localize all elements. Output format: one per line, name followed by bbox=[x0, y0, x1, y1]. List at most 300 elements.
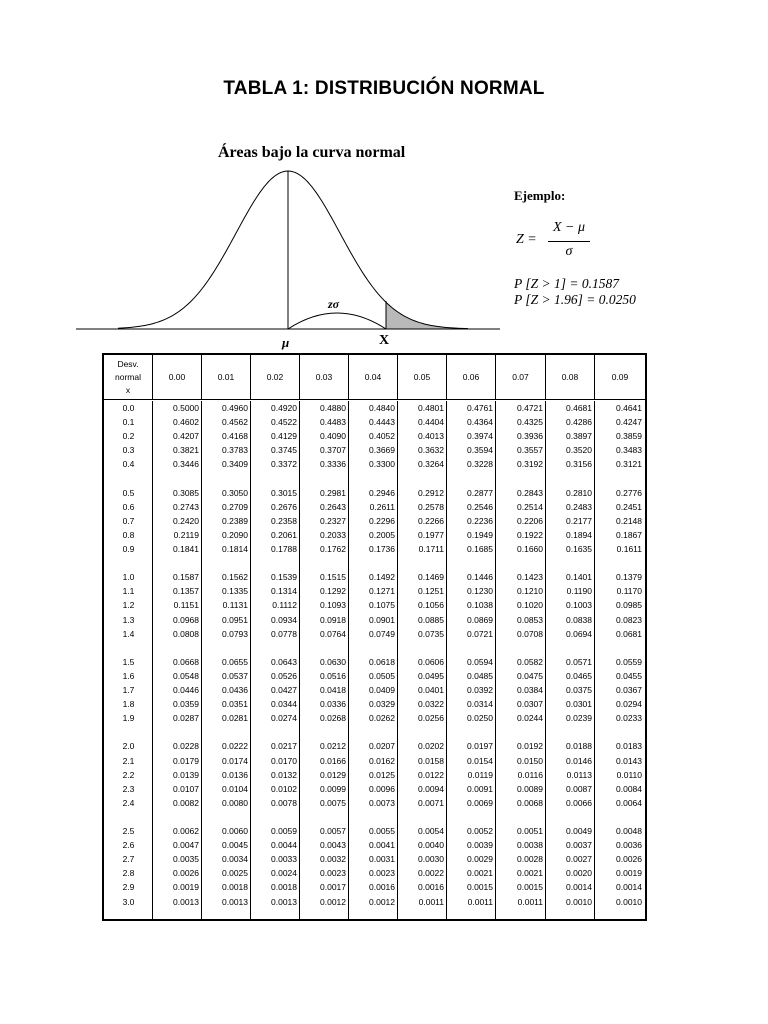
probability-cell: 0.0020 bbox=[566, 868, 592, 879]
probability-cell: 0.0233 bbox=[616, 713, 642, 724]
probability-cell: 0.0066 bbox=[566, 797, 592, 808]
probability-cell: 0.0418 bbox=[320, 685, 346, 695]
probability-cell: 0.0013 bbox=[271, 896, 297, 907]
probability-cell: 0.0630 bbox=[320, 656, 346, 667]
probability-cell: 0.0256 bbox=[418, 713, 444, 724]
probability-cell: 0.0104 bbox=[222, 783, 248, 794]
probability-cell: 0.0057 bbox=[320, 826, 346, 836]
probability-cell: 0.3372 bbox=[271, 459, 297, 470]
probability-cell: 0.2912 bbox=[418, 487, 444, 498]
probability-cell: 0.3409 bbox=[222, 459, 248, 470]
probability-cell: 0.0031 bbox=[369, 854, 395, 865]
probability-example-2: P [Z > 1.96] = 0.0250 bbox=[514, 292, 636, 307]
probability-cell: 0.0262 bbox=[369, 713, 395, 724]
probability-cell: 0.3085 bbox=[173, 487, 199, 498]
z-value-label: 0.7 bbox=[122, 515, 135, 526]
probability-cell: 0.0294 bbox=[616, 699, 642, 710]
probability-cell: 0.0721 bbox=[467, 628, 493, 639]
probability-cell: 0.3707 bbox=[320, 445, 346, 456]
probability-cell: 0.4443 bbox=[369, 417, 395, 428]
probability-cell: 0.0069 bbox=[467, 797, 493, 808]
probability-cell: 0.1635 bbox=[566, 544, 592, 554]
probability-cell: 0.0139 bbox=[173, 769, 199, 780]
probability-cell: 0.0036 bbox=[616, 840, 642, 851]
probability-cell: 0.0708 bbox=[517, 628, 543, 639]
z-value-label: 3.0 bbox=[122, 896, 135, 907]
probability-cell: 0.1190 bbox=[566, 586, 592, 597]
probability-cell: 0.1230 bbox=[467, 586, 493, 597]
column-header: 0.00 bbox=[153, 355, 202, 399]
probability-cell: 0.0012 bbox=[369, 896, 395, 907]
probability-cell: 0.0017 bbox=[320, 882, 346, 893]
probability-cell: 0.0838 bbox=[566, 614, 592, 625]
probability-cell: 0.0559 bbox=[616, 656, 642, 667]
probability-cell: 0.4681 bbox=[566, 403, 592, 413]
probability-cell: 0.1093 bbox=[320, 600, 346, 611]
mu-label: μ bbox=[282, 335, 290, 350]
probability-cell: 0.2810 bbox=[566, 487, 592, 498]
probability-cell: 0.3520 bbox=[566, 445, 592, 456]
probability-cell: 0.2177 bbox=[566, 515, 592, 526]
probability-cell: 0.0015 bbox=[467, 882, 493, 893]
probability-cell: 0.1922 bbox=[517, 529, 543, 540]
probability-cell: 0.0052 bbox=[467, 826, 493, 836]
probability-cell: 0.0030 bbox=[418, 854, 444, 865]
x-label: X bbox=[379, 333, 390, 348]
probability-cell: 0.0239 bbox=[566, 713, 592, 724]
probability-cell: 0.0011 bbox=[467, 896, 493, 907]
probability-cell: 0.0049 bbox=[566, 826, 592, 836]
probability-cell: 0.0033 bbox=[271, 854, 297, 865]
probability-cell: 0.0129 bbox=[320, 769, 346, 780]
probability-cell: 0.0055 bbox=[369, 826, 395, 836]
probability-cell: 0.0594 bbox=[467, 656, 493, 667]
formula-denominator: σ bbox=[565, 244, 573, 259]
probability-cell: 0.2358 bbox=[271, 515, 297, 526]
normal-curve-figure bbox=[70, 138, 510, 352]
probability-cell: 0.0054 bbox=[418, 826, 444, 836]
probability-cell: 0.0102 bbox=[271, 783, 297, 794]
z-value-label: 2.5 bbox=[122, 826, 135, 836]
probability-cell: 0.0013 bbox=[173, 896, 199, 907]
z-sigma-arc bbox=[288, 313, 386, 329]
probability-cell: 0.3897 bbox=[566, 431, 592, 442]
probability-cell: 0.0643 bbox=[271, 656, 297, 667]
row-header-line: normal bbox=[115, 371, 141, 382]
probability-cell: 0.0516 bbox=[320, 670, 346, 681]
z-value-label: 1.5 bbox=[122, 656, 135, 667]
probability-cell: 0.0021 bbox=[467, 868, 493, 879]
probability-cell: 0.0014 bbox=[616, 882, 642, 893]
probability-cell: 0.1587 bbox=[173, 572, 199, 583]
probability-cell: 0.3557 bbox=[517, 445, 543, 456]
probability-cell: 0.0192 bbox=[517, 741, 543, 752]
probability-cell: 0.0013 bbox=[222, 896, 248, 907]
z-value-label: 0.1 bbox=[122, 417, 135, 428]
probability-cell: 0.1038 bbox=[467, 600, 493, 611]
column-header: 0.06 bbox=[447, 355, 496, 399]
probability-cell: 0.1357 bbox=[173, 586, 199, 597]
probability-cell: 0.0089 bbox=[517, 783, 543, 794]
column-header: 0.05 bbox=[398, 355, 447, 399]
probability-cell: 0.1762 bbox=[320, 544, 346, 554]
probability-cell: 0.0094 bbox=[418, 783, 444, 794]
probability-cell: 0.1210 bbox=[517, 586, 543, 597]
probability-cell: 0.3050 bbox=[222, 487, 248, 498]
probability-cell: 0.4052 bbox=[369, 431, 395, 442]
probability-cell: 0.0080 bbox=[222, 797, 248, 808]
probability-cell: 0.0823 bbox=[616, 614, 642, 625]
z-value-label: 0.2 bbox=[122, 431, 135, 442]
probability-cell: 0.3821 bbox=[173, 445, 199, 456]
probability-cell: 0.0301 bbox=[566, 699, 592, 710]
probability-cell: 0.0694 bbox=[566, 628, 592, 639]
probability-cell: 0.0122 bbox=[418, 769, 444, 780]
z-value-label: 1.0 bbox=[122, 572, 135, 583]
probability-cell: 0.0344 bbox=[271, 699, 297, 710]
probability-cell: 0.4880 bbox=[320, 403, 346, 413]
probability-cell: 0.0136 bbox=[222, 769, 248, 780]
probability-cell: 0.0427 bbox=[271, 685, 297, 695]
probability-cell: 0.1492 bbox=[369, 572, 395, 583]
probability-cell: 0.0014 bbox=[566, 882, 592, 893]
probability-cell: 0.0401 bbox=[418, 685, 444, 695]
probability-cell: 0.0021 bbox=[517, 868, 543, 879]
probability-cell: 0.4207 bbox=[173, 431, 199, 442]
probability-cell: 0.0034 bbox=[222, 854, 248, 865]
probability-cell: 0.4404 bbox=[418, 417, 444, 428]
probability-cell: 0.0409 bbox=[369, 685, 395, 695]
probability-cell: 0.0012 bbox=[320, 896, 346, 907]
probability-cell: 0.0202 bbox=[418, 741, 444, 752]
probability-cell: 0.0764 bbox=[320, 628, 346, 639]
probability-cell: 0.1660 bbox=[517, 544, 543, 554]
probability-cell: 0.2005 bbox=[369, 529, 395, 540]
probability-cell: 0.2776 bbox=[616, 487, 642, 498]
probability-cell: 0.1515 bbox=[320, 572, 346, 583]
probability-cell: 0.0571 bbox=[566, 656, 592, 667]
probability-cell: 0.0023 bbox=[369, 868, 395, 879]
probability-cell: 0.1867 bbox=[616, 529, 642, 540]
probability-cell: 0.0582 bbox=[517, 656, 543, 667]
probability-cell: 0.0322 bbox=[418, 699, 444, 710]
probability-cell: 0.0015 bbox=[517, 882, 543, 893]
probability-cell: 0.4013 bbox=[418, 431, 444, 442]
normal-distribution-table bbox=[102, 353, 647, 921]
probability-cell: 0.3156 bbox=[566, 459, 592, 470]
probability-cell: 0.0029 bbox=[467, 854, 493, 865]
probability-cell: 0.0023 bbox=[320, 868, 346, 879]
probability-cell: 0.1131 bbox=[222, 600, 248, 611]
probability-cell: 0.0059 bbox=[271, 826, 297, 836]
probability-cell: 0.2236 bbox=[467, 515, 493, 526]
probability-cell: 0.0526 bbox=[271, 670, 297, 681]
probability-cell: 0.0044 bbox=[271, 840, 297, 851]
probability-cell: 0.2843 bbox=[517, 487, 543, 498]
probability-cell: 0.0367 bbox=[616, 685, 642, 695]
probability-cell: 0.3446 bbox=[173, 459, 199, 470]
probability-cell: 0.2206 bbox=[517, 515, 543, 526]
probability-cell: 0.3859 bbox=[616, 431, 642, 442]
probability-cell: 0.0110 bbox=[616, 769, 642, 780]
probability-cell: 0.0107 bbox=[173, 783, 199, 794]
z-value-label: 1.6 bbox=[122, 670, 135, 681]
probability-cell: 0.3300 bbox=[369, 459, 395, 470]
probability-cell: 0.4286 bbox=[566, 417, 592, 428]
probability-cell: 0.0043 bbox=[320, 840, 346, 851]
probability-cell: 0.2451 bbox=[616, 501, 642, 512]
probability-cell: 0.1335 bbox=[222, 586, 248, 597]
fraction-bar bbox=[548, 241, 590, 242]
figure-title: Áreas bajo la curva normal bbox=[218, 144, 406, 161]
probability-cell: 0.0749 bbox=[369, 628, 395, 639]
probability-cell: 0.0038 bbox=[517, 840, 543, 851]
probability-cell: 0.0047 bbox=[173, 840, 199, 851]
probability-cell: 0.0188 bbox=[566, 741, 592, 752]
z-value-label: 1.2 bbox=[122, 600, 135, 611]
probability-cell: 0.0010 bbox=[566, 896, 592, 907]
probability-cell: 0.1611 bbox=[616, 544, 642, 554]
probability-cell: 0.0537 bbox=[222, 670, 248, 681]
probability-cell: 0.0170 bbox=[271, 755, 297, 766]
probability-cell: 0.0329 bbox=[369, 699, 395, 710]
probability-cell: 0.4960 bbox=[222, 403, 248, 413]
probability-cell: 0.0041 bbox=[369, 840, 395, 851]
z-value-label: 2.3 bbox=[122, 783, 135, 794]
probability-cell: 0.0351 bbox=[222, 699, 248, 710]
probability-cell: 0.4090 bbox=[320, 431, 346, 442]
probability-cell: 0.0485 bbox=[467, 670, 493, 681]
z-formula bbox=[514, 220, 714, 264]
probability-cell: 0.0934 bbox=[271, 614, 297, 625]
probability-cell: 0.0968 bbox=[173, 614, 199, 625]
probability-cell: 0.2578 bbox=[418, 501, 444, 512]
probability-cell: 0.3594 bbox=[467, 445, 493, 456]
probability-cell: 0.0035 bbox=[173, 854, 199, 865]
probability-cell: 0.0222 bbox=[222, 741, 248, 752]
probability-cell: 0.0026 bbox=[173, 868, 199, 879]
probability-cell: 0.0011 bbox=[418, 896, 444, 907]
probability-cell: 0.2148 bbox=[616, 515, 642, 526]
probability-cell: 0.0026 bbox=[616, 854, 642, 865]
probability-cell: 0.1379 bbox=[616, 572, 642, 583]
probability-cell: 0.1949 bbox=[467, 529, 493, 540]
probability-cell: 0.0681 bbox=[616, 628, 642, 639]
probability-cell: 0.0132 bbox=[271, 769, 297, 780]
probability-cell: 0.0084 bbox=[616, 783, 642, 794]
z-value-label: 0.8 bbox=[122, 529, 135, 540]
probability-cell: 0.0045 bbox=[222, 840, 248, 851]
probability-cell: 0.0359 bbox=[173, 699, 199, 710]
probability-cell: 0.0548 bbox=[173, 670, 199, 681]
formula-lhs: Z = bbox=[516, 232, 537, 247]
probability-cell: 0.3632 bbox=[418, 445, 444, 456]
probability-cell: 0.2483 bbox=[566, 501, 592, 512]
probability-cell: 0.2090 bbox=[222, 529, 248, 540]
probability-cell: 0.3264 bbox=[418, 459, 444, 470]
probability-cell: 0.0655 bbox=[222, 656, 248, 667]
probability-cell: 0.0068 bbox=[517, 797, 543, 808]
z-value-label: 2.1 bbox=[122, 755, 135, 766]
probability-cell: 0.0287 bbox=[173, 713, 199, 724]
probability-cell: 0.0010 bbox=[616, 896, 642, 907]
probability-cell: 0.1685 bbox=[467, 544, 493, 554]
probability-cell: 0.0985 bbox=[616, 600, 642, 611]
probability-cell: 0.0384 bbox=[517, 685, 543, 695]
probability-cell: 0.0143 bbox=[616, 755, 642, 766]
z-value-label: 0.3 bbox=[122, 445, 135, 456]
probability-cell: 0.1423 bbox=[517, 572, 543, 583]
probability-cell: 0.0011 bbox=[517, 896, 543, 907]
column-header: 0.03 bbox=[300, 355, 349, 399]
column-header: 0.07 bbox=[496, 355, 546, 399]
probability-cell: 0.0087 bbox=[566, 783, 592, 794]
z-value-label: 1.8 bbox=[122, 699, 135, 710]
z-value-label: 2.9 bbox=[122, 882, 135, 893]
probability-cell: 0.0027 bbox=[566, 854, 592, 865]
probability-cell: 0.2420 bbox=[173, 515, 199, 526]
probability-cell: 0.0016 bbox=[418, 882, 444, 893]
probability-cell: 0.2946 bbox=[369, 487, 395, 498]
probability-cell: 0.1977 bbox=[418, 529, 444, 540]
probability-cell: 0.1446 bbox=[467, 572, 493, 583]
probability-cell: 0.0212 bbox=[320, 741, 346, 752]
probability-cell: 0.2296 bbox=[369, 515, 395, 526]
probability-cell: 0.0062 bbox=[173, 826, 199, 836]
z-value-label: 1.7 bbox=[122, 685, 135, 695]
z-value-label: 0.5 bbox=[122, 487, 135, 498]
probability-cell: 0.0146 bbox=[566, 755, 592, 766]
probability-cell: 0.2119 bbox=[173, 529, 199, 540]
column-header: 0.02 bbox=[251, 355, 300, 399]
probability-cell: 0.0281 bbox=[222, 713, 248, 724]
probability-cell: 0.2514 bbox=[517, 501, 543, 512]
probability-cell: 0.4721 bbox=[517, 403, 543, 413]
probability-cell: 0.4761 bbox=[467, 403, 493, 413]
probability-cell: 0.0022 bbox=[418, 868, 444, 879]
probability-cell: 0.0436 bbox=[222, 685, 248, 695]
z-value-label: 0.9 bbox=[122, 544, 135, 554]
probability-cell: 0.0668 bbox=[173, 656, 199, 667]
z-value-label: 1.3 bbox=[122, 614, 135, 625]
z-value-label: 2.0 bbox=[122, 741, 135, 752]
probability-cell: 0.4325 bbox=[517, 417, 543, 428]
probability-cell: 0.1170 bbox=[616, 586, 642, 597]
probability-cell: 0.0336 bbox=[320, 699, 346, 710]
z-value-label: 1.9 bbox=[122, 713, 135, 724]
probability-cell: 0.0207 bbox=[369, 741, 395, 752]
probability-cell: 0.1292 bbox=[320, 586, 346, 597]
probability-cell: 0.0166 bbox=[320, 755, 346, 766]
z-sigma-label: zσ bbox=[328, 297, 340, 311]
probability-cell: 0.0032 bbox=[320, 854, 346, 865]
probability-cell: 0.3783 bbox=[222, 445, 248, 456]
probability-cell: 0.4168 bbox=[222, 431, 248, 442]
z-value-label: 0.4 bbox=[122, 459, 135, 470]
probability-cell: 0.0078 bbox=[271, 797, 297, 808]
probability-cell: 0.0024 bbox=[271, 868, 297, 879]
probability-cell: 0.0051 bbox=[517, 826, 543, 836]
probability-cell: 0.0901 bbox=[369, 614, 395, 625]
probability-cell: 0.0019 bbox=[173, 882, 199, 893]
probability-cell: 0.0618 bbox=[369, 656, 395, 667]
probability-cell: 0.1562 bbox=[222, 572, 248, 583]
probability-cell: 0.3936 bbox=[517, 431, 543, 442]
probability-cell: 0.0228 bbox=[173, 741, 199, 752]
probability-cell: 0.0244 bbox=[517, 713, 543, 724]
probability-cell: 0.1469 bbox=[418, 572, 444, 583]
probability-cell: 0.0037 bbox=[566, 840, 592, 851]
probability-cell: 0.0455 bbox=[616, 670, 642, 681]
probability-cell: 0.4247 bbox=[616, 417, 642, 428]
probability-cell: 0.1711 bbox=[418, 544, 444, 554]
probability-cell: 0.0075 bbox=[320, 797, 346, 808]
probability-cell: 0.0250 bbox=[467, 713, 493, 724]
probability-cell: 0.0606 bbox=[418, 656, 444, 667]
probability-cell: 0.0125 bbox=[369, 769, 395, 780]
probability-cell: 0.3483 bbox=[616, 445, 642, 456]
probability-cell: 0.4483 bbox=[320, 417, 346, 428]
column-header: 0.08 bbox=[546, 355, 595, 399]
probability-cell: 0.0064 bbox=[616, 797, 642, 808]
row-header-line: Desv. bbox=[117, 358, 139, 369]
example-box bbox=[514, 188, 724, 307]
probability-cell: 0.2743 bbox=[173, 501, 199, 512]
z-value-label: 2.6 bbox=[122, 840, 135, 851]
probability-cell: 0.0793 bbox=[222, 628, 248, 639]
probability-cell: 0.0018 bbox=[222, 882, 248, 893]
probability-cell: 0.0154 bbox=[467, 755, 493, 766]
probability-cell: 0.4602 bbox=[173, 417, 199, 428]
probability-cell: 0.0505 bbox=[369, 670, 395, 681]
example-heading: Ejemplo: bbox=[514, 188, 566, 203]
probability-cell: 0.0375 bbox=[566, 685, 592, 695]
probability-cell: 0.4129 bbox=[271, 431, 297, 442]
probability-cell: 0.1020 bbox=[517, 600, 543, 611]
probability-cell: 0.5000 bbox=[173, 403, 199, 413]
probability-cell: 0.2981 bbox=[320, 487, 346, 498]
probability-cell: 0.2061 bbox=[271, 529, 297, 540]
probability-cell: 0.0060 bbox=[222, 826, 248, 836]
probability-cell: 0.1736 bbox=[369, 544, 395, 554]
z-value-label: 0.0 bbox=[122, 403, 135, 413]
probability-cell: 0.1539 bbox=[271, 572, 297, 583]
probability-cell: 0.1814 bbox=[222, 544, 248, 554]
probability-cell: 0.0113 bbox=[566, 769, 592, 780]
probability-cell: 0.2709 bbox=[222, 501, 248, 512]
probability-cell: 0.0446 bbox=[173, 685, 199, 695]
probability-cell: 0.3336 bbox=[320, 459, 346, 470]
z-value-label: 2.4 bbox=[122, 797, 135, 808]
probability-cell: 0.1894 bbox=[566, 529, 592, 540]
probability-cell: 0.0073 bbox=[369, 797, 395, 808]
row-header-label bbox=[104, 355, 153, 399]
probability-cell: 0.1314 bbox=[271, 586, 297, 597]
probability-cell: 0.0392 bbox=[467, 685, 493, 695]
probability-cell: 0.1841 bbox=[173, 544, 199, 554]
document-title: TABLA 1: DISTRIBUCIÓN NORMAL bbox=[223, 78, 545, 99]
probability-cell: 0.1788 bbox=[271, 544, 297, 554]
probability-cell: 0.2389 bbox=[222, 515, 248, 526]
probability-cell: 0.1151 bbox=[173, 600, 199, 611]
probability-example-1: P [Z > 1] = 0.1587 bbox=[514, 276, 619, 291]
probability-cell: 0.2877 bbox=[467, 487, 493, 498]
probability-cell: 0.0096 bbox=[369, 783, 395, 794]
probability-cell: 0.3228 bbox=[467, 459, 493, 470]
probability-cell: 0.0016 bbox=[369, 882, 395, 893]
probability-cell: 0.0918 bbox=[320, 614, 346, 625]
probability-cell: 0.0119 bbox=[467, 769, 493, 780]
